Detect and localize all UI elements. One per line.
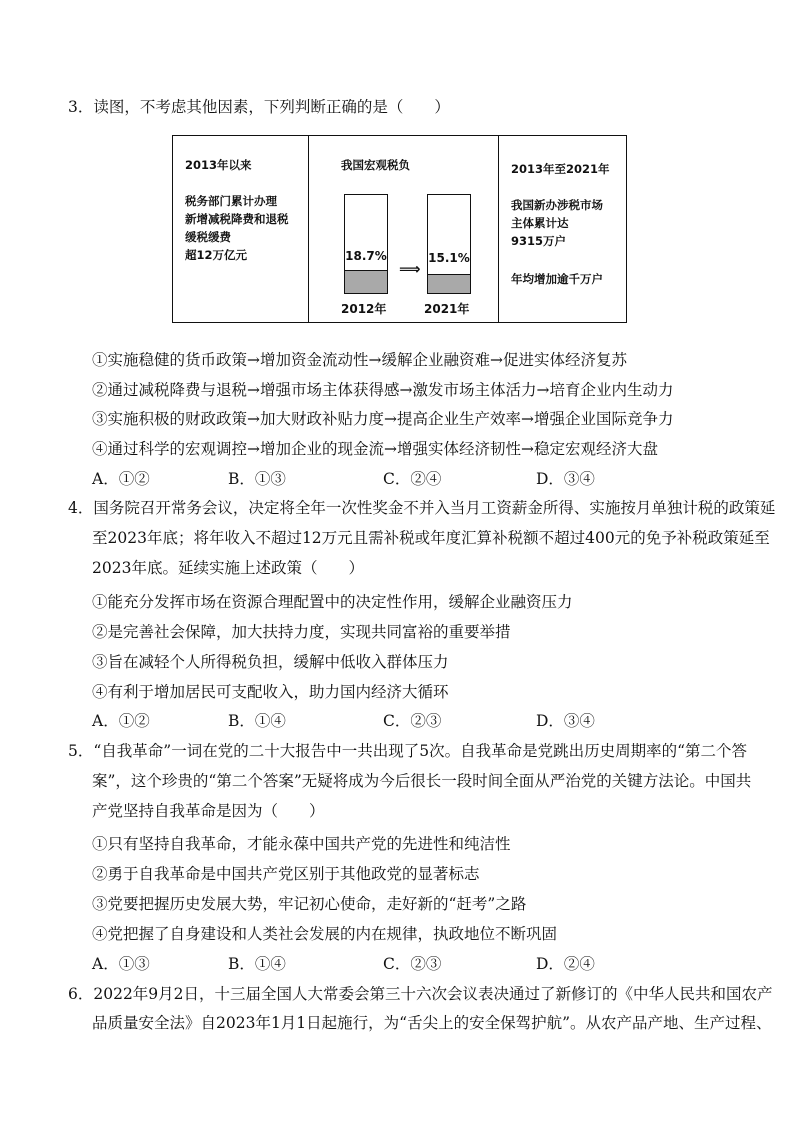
figure-left-title: 2013年以来 [185, 158, 252, 172]
figure-divider [308, 136, 309, 322]
q4-stem-line: 2023年底。延续实施上述政策（ ） [92, 559, 364, 577]
figure-left-line: 新增减税降费和退税 [185, 212, 289, 226]
q4-option: ③旨在减轻个人所得税负担，缓解中低收入群体压力 [92, 653, 449, 671]
figure-divider [498, 136, 499, 322]
q3-option: ①实施稳健的货币政策→增加资金流动性→缓解企业融资难→促进实体经济复苏 [92, 351, 627, 369]
figure-right-foot: 年均增加逾千万户 [511, 272, 603, 286]
q3-stem: 3．读图，不考虑其他因素，下列判断正确的是（ ） [68, 98, 450, 116]
q3-choice-d: D．③④ [536, 470, 595, 488]
q4-option: ①能充分发挥市场在资源合理配置中的决定性作用，缓解企业融资压力 [92, 593, 573, 611]
q3-option: ②通过减税降费与退税→增强市场主体获得感→激发市场主体活力→培育企业内生动力 [92, 381, 674, 399]
q5-option: ①只有坚持自我革命，才能永葆中国共产党的先进性和纯洁性 [92, 835, 511, 853]
q3-figure [172, 135, 627, 323]
tax-bar-2021 [427, 194, 471, 294]
q6-stem-line: 品质量安全法》自2023年1月1日起施行，为“舌尖上的安全保驾护航”。从农产品产地、生产过程、 [92, 1014, 772, 1032]
arrow-icon: ⟹ [399, 260, 421, 278]
q4-option: ②是完善社会保障，加大扶持力度，实现共同富裕的重要举措 [92, 623, 511, 641]
q5-choice-b: B．①④ [228, 955, 286, 973]
q4-choice-a: A．①② [92, 712, 150, 730]
figure-right-line: 主体累计达 [511, 216, 569, 230]
q4-option: ④有利于增加居民可支配收入，助力国内经济大循环 [92, 683, 449, 701]
tax-bar-2012-fill [345, 270, 387, 293]
q5-option: ③党要把握历史发展大势，牢记初心使命，走好新的“赶考”之路 [92, 895, 527, 913]
q5-option: ④党把握了自身建设和人类社会发展的内在规律，执政地位不断巩固 [92, 925, 558, 943]
tax-bar-2021-year: 2021年 [424, 302, 470, 316]
q3-choice-b: B．①③ [228, 470, 286, 488]
tax-bar-2012 [344, 194, 388, 294]
figure-right-line: 9315万户 [511, 234, 567, 248]
tax-bar-2021-fill [428, 274, 470, 293]
q5-choice-d: D．②④ [536, 955, 595, 973]
tax-bar-2021-value: 15.1% [428, 251, 470, 265]
figure-mid-title: 我国宏观税负 [341, 158, 410, 172]
q3-option: ④通过科学的宏观调控→增加企业的现金流→增强实体经济韧性→稳定宏观经济大盘 [92, 440, 658, 458]
figure-right-line: 我国新办涉税市场 [511, 198, 603, 212]
q4-stem-line: 4．国务院召开常务会议，决定将全年一次性奖金不并入当月工资薪金所得、实施按月单独计税的政策延 [68, 499, 776, 517]
figure-left-line: 超12万亿元 [185, 248, 248, 262]
q5-stem-line: 5．“自我革命”一词在党的二十大报告中一共出现了5次。自我革命是党跳出历史周期率的“第二个答 [68, 742, 747, 760]
q4-choice-b: B．①④ [228, 712, 286, 730]
tax-bar-2012-year: 2012年 [341, 302, 387, 316]
q4-choice-c: C．②③ [383, 712, 442, 730]
figure-left-line: 缓税缓费 [185, 230, 231, 244]
q5-choice-c: C．②③ [383, 955, 442, 973]
q5-stem-line: 案”，这个珍贵的“第二个答案”无疑将成为今后很长一段时间全面从严治党的关键方法论。中国共 [92, 772, 752, 790]
q5-choice-a: A．①③ [92, 955, 150, 973]
figure-left-line: 税务部门累计办理 [185, 194, 277, 208]
q5-stem-line: 产党坚持自我革命是因为（ ） [92, 802, 325, 820]
figure-right-title: 2013年至2021年 [511, 162, 610, 176]
q3-choice-c: C．②④ [383, 470, 442, 488]
tax-bar-2012-value: 18.7% [345, 249, 387, 263]
q4-stem-line: 至2023年底；将年收入不超过12万元且需补税或年度汇算补税额不超过400元的免予补税政策延至 [92, 529, 770, 547]
q3-option: ③实施积极的财政政策→加大财政补贴力度→提高企业生产效率→增强企业国际竞争力 [92, 410, 674, 428]
q3-choice-a: A．①② [92, 470, 150, 488]
q5-option: ②勇于自我革命是中国共产党区别于其他政党的显著标志 [92, 865, 480, 883]
q4-choice-d: D．③④ [536, 712, 595, 730]
q6-stem-line: 6．2022年9月2日，十三届全国人大常委会第三十六次会议表决通过了新修订的《中华人民共和国农产 [68, 985, 773, 1003]
